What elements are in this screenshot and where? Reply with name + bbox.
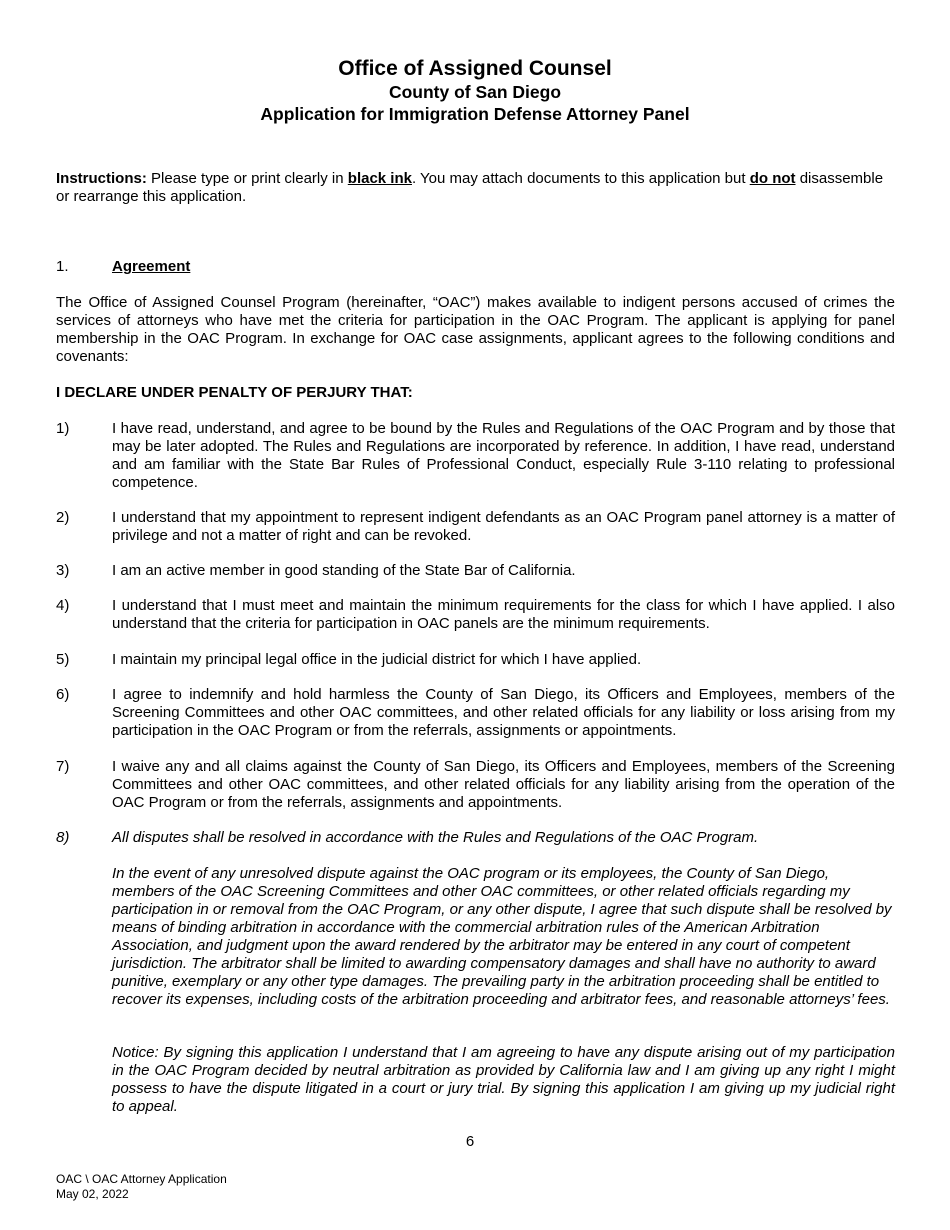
list-item: [56, 597, 895, 633]
list-item-number: 7): [56, 758, 70, 775]
section-number: 1.: [56, 258, 69, 275]
document-subtitle-county: County of San Diego: [388, 82, 562, 102]
document-title: Office of Assigned Counsel: [338, 57, 612, 80]
notice-paragraph: Notice: By signing this application I understand that I am agreeing to have any dispute arising out of my participation in the OAC Program decided by neutral arbitration as provided by California law and I am giving up any right I might possess to have the dispute litigated in a court or jury trial. By signing this application I am giving up my judicial right to appeal.: [112, 1044, 895, 1115]
list-item: [56, 509, 895, 545]
instructions-text-2: . You may attach documents to this application but: [411, 170, 750, 187]
instructions-text-1: Please type or print clearly in: [146, 170, 348, 187]
footer-date: May 02, 2022: [56, 1187, 129, 1201]
list-item-number: 2): [56, 509, 70, 526]
list-item-number: 1): [56, 420, 70, 437]
page-number: 6: [465, 1133, 475, 1150]
instructions-paragraph: [56, 170, 895, 206]
section-title: Agreement: [112, 258, 191, 275]
section-heading: [56, 258, 895, 276]
list-item: [56, 758, 895, 812]
list-item: [56, 829, 895, 847]
list-item-number: 4): [56, 597, 70, 614]
document-subtitle-application: Application for Immigration Defense Attorney Panel: [260, 104, 690, 124]
list-item-text: I have read, understand, and agree to be bound by the Rules and Regulations of the OAC Program and by those that may be later adopted. The Rules and Regulations are incorporated by reference. In addition, I have read, understand and am familiar with the State Bar Rules of Professional Conduct, especially Rule 3-110 relating to professional competence.: [112, 420, 895, 491]
list-item-text: All disputes shall be resolved in accordance with the Rules and Regulations of the OAC Program.: [112, 829, 759, 846]
footer-path: OAC \ OAC Attorney Application: [56, 1172, 227, 1186]
list-item: [56, 686, 895, 740]
list-item-text: I maintain my principal legal office in the judicial district for which I have applied.: [112, 651, 642, 668]
list-item-number: 3): [56, 562, 70, 579]
list-item: [56, 420, 895, 492]
list-item-text: I understand that my appointment to represent indigent defendants as an OAC Program panel attorney is a matter of privilege and not a matter of right and can be revoked.: [112, 509, 895, 544]
list-item: [56, 651, 895, 669]
declaration-heading: I DECLARE UNDER PENALTY OF PERJURY THAT:: [56, 384, 413, 401]
footer: [56, 1172, 227, 1202]
section-intro: The Office of Assigned Counsel Program (hereinafter, “OAC”) makes available to indigent persons accused of crimes the services of attorneys who have met the criteria for participation in the OAC Program. The applicant is applying for panel membership in the OAC Program. In exchange for OAC case assignments, applicant agrees to the following conditions and covenants:: [56, 294, 895, 365]
list-item-number: 8): [56, 829, 70, 846]
list-item-text: I waive any and all claims against the County of San Diego, its Officers and Employees, members of the Screening Committees and other OAC committees, and other related officials for any liability arising from the operation of the OAC Program or from the referrals, assignments and appointments.: [112, 758, 895, 811]
arbitration-paragraph: In the event of any unresolved dispute against the OAC program or its employees, the County of San Diego, members of the OAC Screening Committees and other OAC committees, or other related officials regarding my participation in or removal from the OAC Program, or any other dispute, I agree that such dispute shall be resolved by means of binding arbitration in accordance with the commercial arbitration rules of the American Arbitration Association, and judgment upon the award rendered by the arbitrator may be entered in any court of competent jurisdiction. The arbitrator shall be limited to awarding compensatory damages and shall have no authority to award punitive, exemplary or any other type damages. The prevailing party in the arbitration proceeding shall be entitled to recover its expenses, including costs of the arbitration proceeding and arbitrator fees, and reasonable attorneys’ fees.: [112, 865, 892, 1008]
list-item: [56, 562, 895, 580]
list-item-number: 5): [56, 651, 70, 668]
list-item-number: 6): [56, 686, 70, 703]
instructions-label: Instructions:: [56, 170, 147, 187]
list-item-text: I understand that I must meet and maintain the minimum requirements for the class for which I have applied. I also understand that the criteria for participation in OAC panels are the minimum requirements.: [112, 597, 895, 632]
do-not-emphasis: do not: [749, 170, 796, 187]
instructions-text-3: disassemble or rearrange this application.: [56, 170, 884, 205]
list-item-text: I agree to indemnify and hold harmless the County of San Diego, its Officers and Employees, members of the Screening Committees and other OAC committees, and other related officials for any liability or loss arising from my participation in the OAC Program or from the referrals, assignments or appointments.: [112, 686, 895, 739]
list-item-text: I am an active member in good standing of the State Bar of California.: [112, 562, 576, 579]
black-ink-emphasis: black ink: [347, 170, 412, 187]
